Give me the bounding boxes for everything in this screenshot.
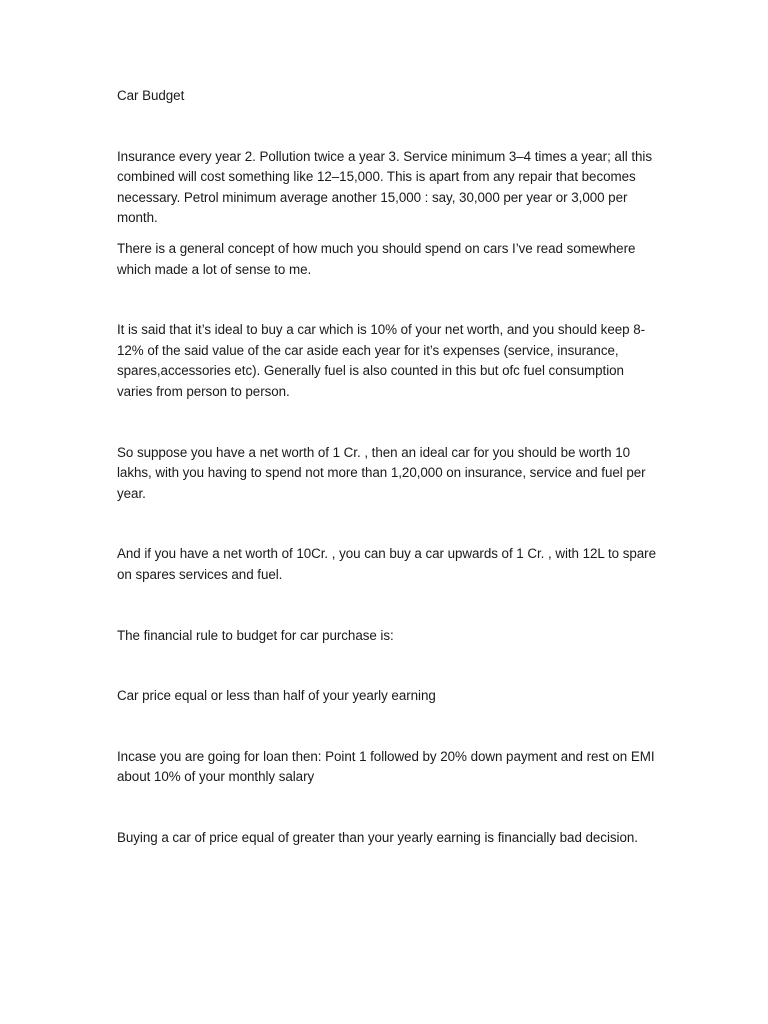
paragraph-bad-decision: Buying a car of price equal of greater than your yearly earning is financially bad decision. bbox=[117, 829, 638, 845]
paragraph-financial-rule-intro: The financial rule to budget for car purchase is: bbox=[117, 627, 394, 643]
paragraph-rule-half-earning: Car price equal or less than half of your yearly earning bbox=[117, 688, 436, 704]
paragraph-general-concept: There is a general concept of how much you should spend on cars I’ve read somewhere which made a lot of sense to me. bbox=[117, 240, 636, 277]
document-body bbox=[117, 86, 657, 848]
paragraph-rule-loan: Incase you are going for loan then: Point 1 followed by 20% down payment and rest on EMI about 10% of your monthly salary bbox=[117, 748, 655, 785]
paragraph-example-1cr: So suppose you have a net worth of 1 Cr. , then an ideal car for you should be worth 10 lakhs, with you having to spend not more than 1,20,000 on insurance, service and fuel per year. bbox=[117, 444, 646, 501]
document-title: Car Budget bbox=[117, 88, 185, 103]
paragraph-example-10cr: And if you have a net worth of 10Cr. , you can buy a car upwards of 1 Cr. , with 12L to spare on spares services and fuel. bbox=[117, 546, 656, 582]
paragraph-net-worth-rule: It is said that it’s ideal to buy a car which is 10% of your net worth, and you should keep 8-12% of the said value of the car aside each year for it’s expenses (service, insurance, spares,accessories etc). Generally fuel is also counted in this but ofc fuel consumption varies from person to person. bbox=[117, 322, 645, 399]
paragraph-recurring-costs: Insurance every year 2. Pollution twice a year 3. Service minimum 3–4 times a year; all this combined will cost something like 12–15,000. This is apart from any repair that becomes necessary. Petrol minimum average another 15,000 : say, 30,000 per year or 3,000 per month. bbox=[117, 148, 652, 226]
